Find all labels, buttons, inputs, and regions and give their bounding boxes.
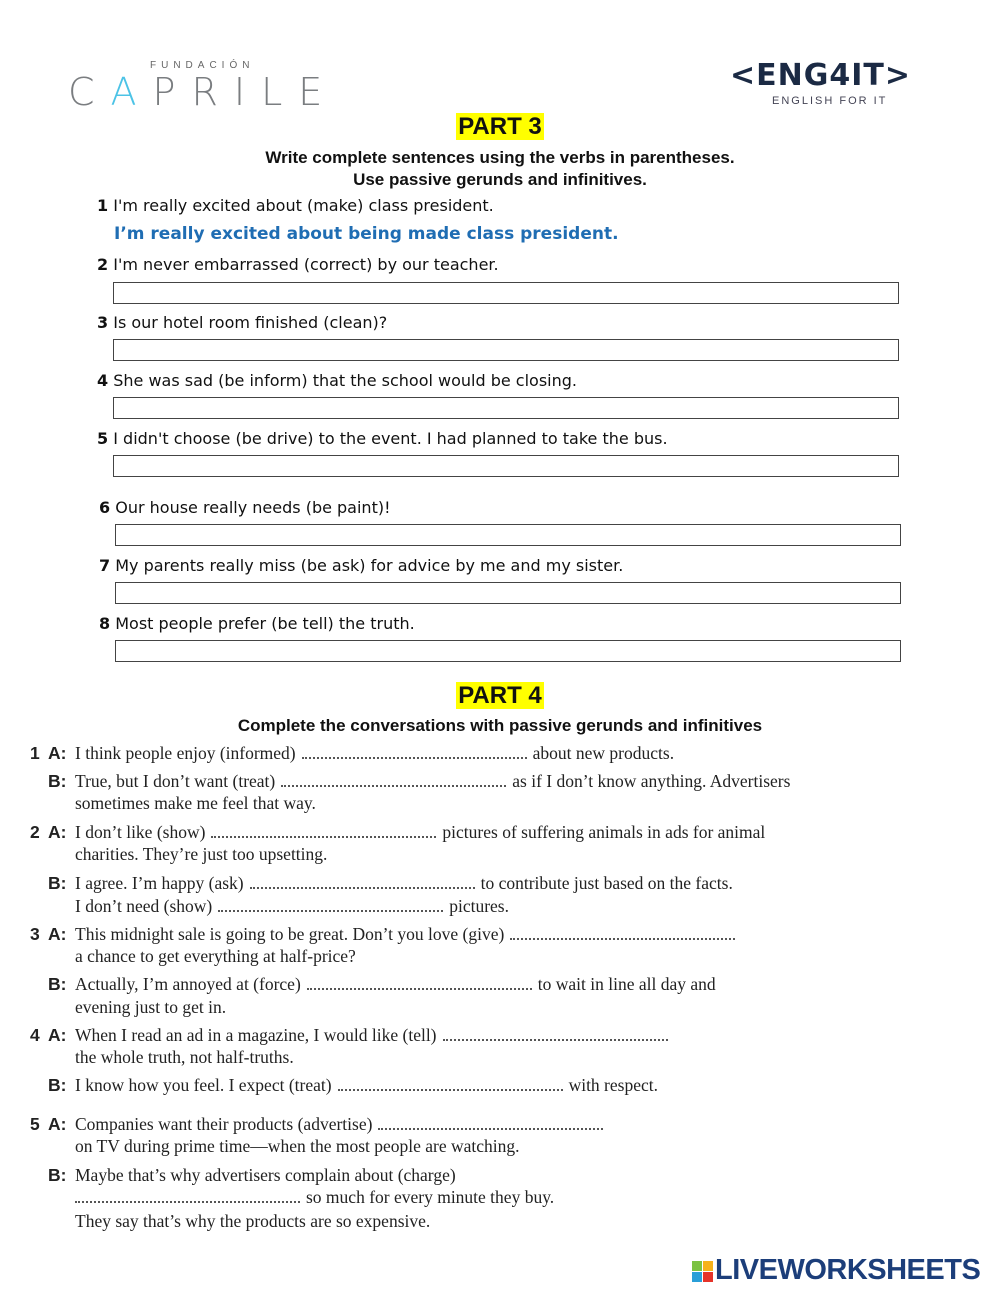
question-number: 7 bbox=[99, 556, 111, 575]
question-number: 2 bbox=[97, 255, 109, 274]
part3-title bbox=[0, 113, 1000, 141]
text-before: Maybe that’s why advertisers complain about (charge) bbox=[75, 1165, 456, 1185]
liveworksheets-logo bbox=[692, 1254, 980, 1287]
item-number: 1 bbox=[30, 743, 40, 763]
question-1 bbox=[97, 196, 494, 216]
text-before: Actually, I’m annoyed at (force) bbox=[75, 974, 301, 994]
line-text bbox=[75, 844, 327, 864]
line-text bbox=[75, 896, 509, 916]
answer-input-2[interactable] bbox=[113, 282, 899, 304]
blank-input[interactable] bbox=[338, 1076, 563, 1091]
text-after: as if I don’t know anything. Advertisers bbox=[512, 771, 791, 791]
line-text bbox=[75, 1165, 456, 1185]
speaker-label: A: bbox=[48, 822, 67, 842]
line-text bbox=[75, 997, 226, 1017]
text-before: I agree. I’m happy (ask) bbox=[75, 873, 244, 893]
answer-input-3[interactable] bbox=[113, 339, 899, 361]
eng4it-logo: <ENG4IT> bbox=[730, 58, 911, 93]
blank-input[interactable] bbox=[211, 823, 436, 838]
text-before: True, but I don’t want (treat) bbox=[75, 771, 276, 791]
blank-input[interactable] bbox=[302, 744, 527, 759]
line-text bbox=[75, 1187, 554, 1207]
line-text bbox=[75, 743, 674, 763]
text-before: evening just to get in. bbox=[75, 997, 227, 1017]
question-number: 8 bbox=[99, 614, 111, 633]
question-number: 5 bbox=[97, 429, 109, 448]
question-text: I'm really excited about (make) class president. bbox=[113, 196, 494, 215]
part4-title-text: PART 4 bbox=[458, 682, 542, 709]
answer-input-7[interactable] bbox=[115, 582, 901, 604]
logo-letter-accent: A bbox=[110, 70, 153, 114]
line-text bbox=[75, 1025, 674, 1045]
text-before: sometimes make me feel that way. bbox=[75, 793, 316, 813]
text-before: on TV during prime time—when the most people are watching. bbox=[75, 1136, 520, 1156]
question-3 bbox=[97, 313, 387, 333]
speaker-label: B: bbox=[48, 771, 67, 791]
logo-letter: C bbox=[68, 70, 111, 114]
line-text bbox=[75, 946, 356, 966]
part4-title bbox=[0, 682, 1000, 710]
speaker-label: B: bbox=[48, 974, 67, 994]
question-text: Our house really needs (be paint)! bbox=[115, 498, 391, 517]
question-number: 6 bbox=[99, 498, 111, 517]
caprile-logo-small-text: FUNDACIÓN bbox=[150, 60, 255, 71]
question-text: I'm never embarrassed (correct) by our teacher. bbox=[113, 255, 499, 274]
logo-letters: PRILE bbox=[152, 70, 339, 114]
text-after: about new products. bbox=[532, 743, 675, 763]
question-number: 4 bbox=[97, 371, 109, 390]
text-before: I don’t like (show) bbox=[75, 822, 206, 842]
item-number: 2 bbox=[30, 822, 40, 842]
item-number: 4 bbox=[30, 1025, 40, 1045]
blank-input[interactable] bbox=[307, 975, 532, 990]
part3-instruction-2: Use passive gerunds and infinitives. bbox=[353, 170, 647, 189]
line-text bbox=[75, 1114, 609, 1134]
text-before: I think people enjoy (informed) bbox=[75, 743, 296, 763]
part3-title-text: PART 3 bbox=[458, 113, 542, 140]
question-7 bbox=[99, 556, 623, 576]
text-after: with respect. bbox=[568, 1075, 658, 1095]
question-8 bbox=[99, 614, 415, 634]
blank-input[interactable] bbox=[218, 897, 443, 912]
question-text: My parents really miss (be ask) for advice by me and my sister. bbox=[115, 556, 624, 575]
blank-input[interactable] bbox=[250, 874, 475, 889]
text-after: pictures of suffering animals in ads for animal bbox=[442, 822, 766, 842]
text-before: I don’t need (show) bbox=[75, 896, 213, 916]
blank-input[interactable] bbox=[510, 925, 735, 940]
question-4 bbox=[97, 371, 577, 391]
text-before: They say that’s why the products are so expensive. bbox=[75, 1211, 431, 1231]
line-text bbox=[75, 793, 316, 813]
blank-input[interactable] bbox=[443, 1026, 668, 1041]
text-after: to wait in line all day and bbox=[537, 974, 716, 994]
example-answer: I’m really excited about being made class president. bbox=[114, 224, 619, 244]
answer-input-8[interactable] bbox=[115, 640, 901, 662]
question-number: 3 bbox=[97, 313, 109, 332]
answer-input-5[interactable] bbox=[113, 455, 899, 477]
item-number: 3 bbox=[30, 924, 40, 944]
part3-instruction-1: Write complete sentences using the verbs in parentheses. bbox=[265, 148, 735, 167]
line-text bbox=[75, 1211, 430, 1231]
line-text bbox=[75, 924, 741, 944]
liveworksheets-text: LIVEWORKSHEETS bbox=[715, 1254, 981, 1286]
speaker-label: A: bbox=[48, 924, 67, 944]
text-before: charities. They’re just too upsetting. bbox=[75, 844, 328, 864]
question-2 bbox=[97, 255, 499, 275]
speaker-label: B: bbox=[48, 873, 67, 893]
line-text bbox=[75, 822, 765, 842]
text-before: the whole truth, not half-truths. bbox=[75, 1047, 294, 1067]
text-before: Companies want their products (advertise) bbox=[75, 1114, 373, 1134]
answer-input-6[interactable] bbox=[115, 524, 901, 546]
line-text bbox=[75, 1136, 520, 1156]
question-number: 1 bbox=[97, 196, 109, 215]
text-before: When I read an ad in a magazine, I would like (tell) bbox=[75, 1025, 437, 1045]
question-text: Is our hotel room finished (clean)? bbox=[113, 313, 388, 332]
text-before: I know how you feel. I expect (treat) bbox=[75, 1075, 332, 1095]
question-text: She was sad (be inform) that the school would be closing. bbox=[113, 371, 577, 390]
text-after: pictures. bbox=[449, 896, 509, 916]
speaker-label: A: bbox=[48, 1025, 67, 1045]
line-text bbox=[75, 771, 790, 791]
question-text: Most people prefer (be tell) the truth. bbox=[115, 614, 415, 633]
liveworksheets-tiles-icon bbox=[692, 1261, 713, 1282]
blank-input[interactable] bbox=[281, 772, 506, 787]
blank-input[interactable] bbox=[75, 1188, 300, 1203]
speaker-label: B: bbox=[48, 1165, 67, 1185]
speaker-label: A: bbox=[48, 743, 67, 763]
eng4it-subtitle: ENGLISH FOR IT bbox=[772, 95, 888, 107]
caprile-logo bbox=[68, 70, 338, 114]
text-before: a chance to get everything at half-price? bbox=[75, 946, 356, 966]
item-number: 5 bbox=[30, 1114, 40, 1134]
speaker-label: B: bbox=[48, 1075, 67, 1095]
part4-instruction: Complete the conversations with passive gerunds and infinitives bbox=[237, 716, 763, 735]
blank-input[interactable] bbox=[378, 1115, 603, 1130]
line-text bbox=[75, 1047, 294, 1067]
text-after: so much for every minute they buy. bbox=[306, 1187, 555, 1207]
line-text bbox=[75, 1075, 658, 1095]
text-before: This midnight sale is going to be great. Don’t you love (give) bbox=[75, 924, 505, 944]
question-5 bbox=[97, 429, 668, 449]
line-text bbox=[75, 974, 716, 994]
speaker-label: A: bbox=[48, 1114, 67, 1134]
question-6 bbox=[99, 498, 391, 518]
question-text: I didn't choose (be drive) to the event. I had planned to take the bus. bbox=[113, 429, 668, 448]
answer-input-4[interactable] bbox=[113, 397, 899, 419]
line-text bbox=[75, 873, 733, 893]
text-after: to contribute just based on the facts. bbox=[480, 873, 733, 893]
